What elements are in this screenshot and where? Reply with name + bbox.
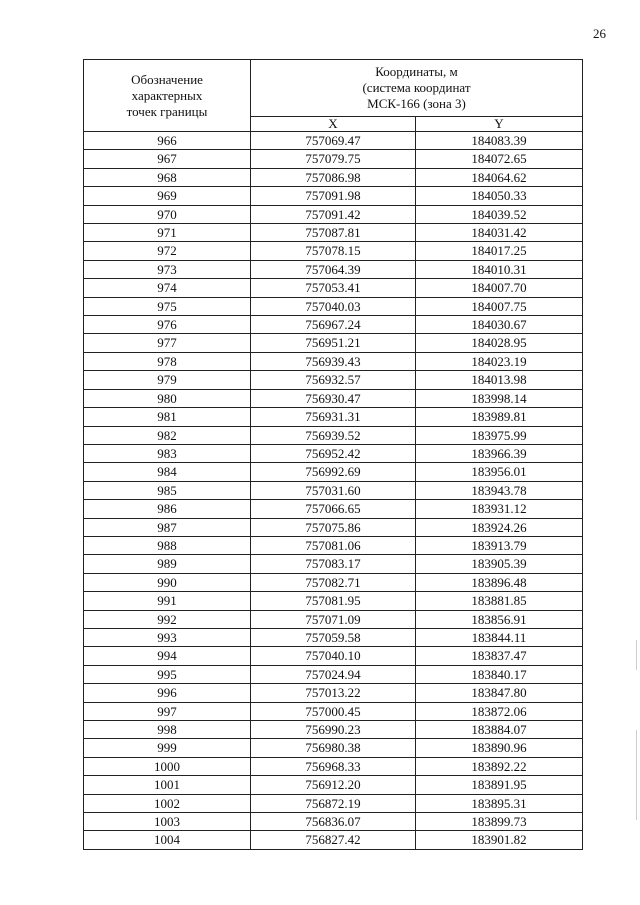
y-coordinate-cell: 184039.52 [416, 205, 583, 223]
coords-header-line: Координаты, м [375, 64, 458, 79]
point-number-cell: 989 [84, 555, 251, 573]
point-number-cell: 967 [84, 150, 251, 168]
x-coordinate-cell: 757071.09 [251, 610, 416, 628]
point-number-cell: 972 [84, 242, 251, 260]
x-coordinate-cell: 757075.86 [251, 518, 416, 536]
point-number-cell: 1003 [84, 813, 251, 831]
y-coordinate-cell: 183891.95 [416, 776, 583, 794]
y-coordinate-cell: 183924.26 [416, 518, 583, 536]
table-row [84, 187, 583, 205]
table-row [84, 224, 583, 242]
x-coordinate-cell: 757040.03 [251, 297, 416, 315]
y-coordinate-cell: 184028.95 [416, 334, 583, 352]
table-row [84, 168, 583, 186]
table-row [84, 481, 583, 499]
point-number-cell: 969 [84, 187, 251, 205]
point-number-cell: 997 [84, 702, 251, 720]
table-row [84, 518, 583, 536]
y-coordinate-cell: 183975.99 [416, 426, 583, 444]
table-row [84, 555, 583, 573]
point-number-cell: 978 [84, 352, 251, 370]
x-coordinate-cell: 756912.20 [251, 776, 416, 794]
table-row [84, 721, 583, 739]
y-coordinate-cell: 183872.06 [416, 702, 583, 720]
y-coordinate-cell: 184030.67 [416, 316, 583, 334]
table-row [84, 426, 583, 444]
y-coordinate-cell: 183899.73 [416, 813, 583, 831]
x-coordinate-cell: 757069.47 [251, 132, 416, 150]
x-coordinate-cell: 757066.65 [251, 500, 416, 518]
point-number-cell: 992 [84, 610, 251, 628]
y-coordinate-cell: 184007.70 [416, 279, 583, 297]
x-coordinate-cell: 757091.42 [251, 205, 416, 223]
y-coordinate-cell: 184010.31 [416, 260, 583, 278]
y-column-header: Y [416, 117, 583, 132]
coords-header-line: МСК-166 (зона 3) [367, 96, 466, 111]
y-coordinate-cell: 183881.85 [416, 592, 583, 610]
x-coordinate-cell: 756931.31 [251, 408, 416, 426]
y-coordinate-cell: 184050.33 [416, 187, 583, 205]
y-coordinate-cell: 183998.14 [416, 389, 583, 407]
point-number-cell: 991 [84, 592, 251, 610]
point-number-cell: 977 [84, 334, 251, 352]
point-number-cell: 970 [84, 205, 251, 223]
x-coordinate-cell: 756930.47 [251, 389, 416, 407]
x-coordinate-cell: 757082.71 [251, 573, 416, 591]
table-row [84, 444, 583, 462]
x-coordinate-cell: 756952.42 [251, 444, 416, 462]
table-row [84, 665, 583, 683]
point-header-line: характерных [131, 87, 203, 103]
point-number-cell: 981 [84, 408, 251, 426]
y-coordinate-cell: 183840.17 [416, 665, 583, 683]
y-coordinate-cell: 184064.62 [416, 168, 583, 186]
table-row [84, 831, 583, 849]
y-coordinate-cell: 183837.47 [416, 647, 583, 665]
point-number-cell: 966 [84, 132, 251, 150]
x-column-header: X [251, 117, 416, 132]
point-number-cell: 999 [84, 739, 251, 757]
point-number-cell: 980 [84, 389, 251, 407]
point-designation-header [84, 60, 251, 132]
table-row [84, 389, 583, 407]
table-row [84, 316, 583, 334]
table-row [84, 205, 583, 223]
y-coordinate-cell: 184031.42 [416, 224, 583, 242]
y-coordinate-cell: 183905.39 [416, 555, 583, 573]
table-row [84, 794, 583, 812]
x-coordinate-cell: 756992.69 [251, 463, 416, 481]
table-row [84, 647, 583, 665]
x-coordinate-cell: 756990.23 [251, 721, 416, 739]
y-coordinate-cell: 183989.81 [416, 408, 583, 426]
point-number-cell: 996 [84, 684, 251, 702]
y-coordinate-cell: 183896.48 [416, 573, 583, 591]
x-coordinate-cell: 757083.17 [251, 555, 416, 573]
margin-mark [636, 640, 637, 670]
point-number-cell: 975 [84, 297, 251, 315]
x-coordinate-cell: 756827.42 [251, 831, 416, 849]
coordinates-table [83, 59, 583, 850]
point-number-cell: 986 [84, 500, 251, 518]
y-coordinate-cell: 183892.22 [416, 757, 583, 775]
table-row [84, 334, 583, 352]
table-row [84, 628, 583, 646]
table-row [84, 813, 583, 831]
x-coordinate-cell: 757078.15 [251, 242, 416, 260]
margin-mark [636, 730, 637, 820]
y-coordinate-cell: 183844.11 [416, 628, 583, 646]
table-row [84, 536, 583, 554]
point-number-cell: 984 [84, 463, 251, 481]
table-row [84, 757, 583, 775]
point-number-cell: 976 [84, 316, 251, 334]
point-number-cell: 987 [84, 518, 251, 536]
point-number-cell: 995 [84, 665, 251, 683]
x-coordinate-cell: 757040.10 [251, 647, 416, 665]
coordinates-header [251, 60, 583, 117]
y-coordinate-cell: 183966.39 [416, 444, 583, 462]
point-number-cell: 990 [84, 573, 251, 591]
table-row [84, 573, 583, 591]
y-coordinate-cell: 183884.07 [416, 721, 583, 739]
table-header [84, 60, 583, 132]
point-number-cell: 971 [84, 224, 251, 242]
point-number-cell: 993 [84, 628, 251, 646]
header-row [84, 60, 583, 117]
point-number-cell: 968 [84, 168, 251, 186]
table-row [84, 279, 583, 297]
y-coordinate-cell: 183890.96 [416, 739, 583, 757]
y-coordinate-cell: 184072.65 [416, 150, 583, 168]
table-row [84, 260, 583, 278]
point-header-line: Обозначение [131, 71, 203, 87]
x-coordinate-cell: 756872.19 [251, 794, 416, 812]
point-number-cell: 979 [84, 371, 251, 389]
table-row [84, 592, 583, 610]
point-number-cell: 1004 [84, 831, 251, 849]
x-coordinate-cell: 756968.33 [251, 757, 416, 775]
x-coordinate-cell: 757081.95 [251, 592, 416, 610]
point-number-cell: 974 [84, 279, 251, 297]
point-number-cell: 998 [84, 721, 251, 739]
x-coordinate-cell: 757087.81 [251, 224, 416, 242]
table-row [84, 408, 583, 426]
table-row [84, 297, 583, 315]
point-number-cell: 973 [84, 260, 251, 278]
x-coordinate-cell: 757000.45 [251, 702, 416, 720]
y-coordinate-cell: 184017.25 [416, 242, 583, 260]
y-coordinate-cell: 184083.39 [416, 132, 583, 150]
y-coordinate-cell: 183895.31 [416, 794, 583, 812]
x-coordinate-cell: 756980.38 [251, 739, 416, 757]
y-coordinate-cell: 183847.80 [416, 684, 583, 702]
x-coordinate-cell: 756939.43 [251, 352, 416, 370]
x-coordinate-cell: 757013.22 [251, 684, 416, 702]
table-row [84, 776, 583, 794]
x-coordinate-cell: 756967.24 [251, 316, 416, 334]
page-number: 26 [593, 26, 606, 41]
table-row [84, 463, 583, 481]
table-row [84, 610, 583, 628]
y-coordinate-cell: 183943.78 [416, 481, 583, 499]
point-number-cell: 1000 [84, 757, 251, 775]
table-row [84, 132, 583, 150]
x-coordinate-cell: 757059.58 [251, 628, 416, 646]
point-number-cell: 982 [84, 426, 251, 444]
x-coordinate-cell: 757064.39 [251, 260, 416, 278]
x-coordinate-cell: 757086.98 [251, 168, 416, 186]
table-row [84, 739, 583, 757]
point-header-line: точек границы [126, 103, 208, 119]
y-coordinate-cell: 184023.19 [416, 352, 583, 370]
y-coordinate-cell: 183956.01 [416, 463, 583, 481]
y-coordinate-cell: 183901.82 [416, 831, 583, 849]
x-coordinate-cell: 756836.07 [251, 813, 416, 831]
y-coordinate-cell: 183913.79 [416, 536, 583, 554]
x-coordinate-cell: 757024.94 [251, 665, 416, 683]
point-number-cell: 994 [84, 647, 251, 665]
point-number-cell: 988 [84, 536, 251, 554]
point-number-cell: 1002 [84, 794, 251, 812]
coords-header-line: (система координат [362, 80, 471, 95]
x-coordinate-cell: 756939.52 [251, 426, 416, 444]
x-coordinate-cell: 756951.21 [251, 334, 416, 352]
x-coordinate-cell: 757031.60 [251, 481, 416, 499]
table-row [84, 702, 583, 720]
x-coordinate-cell: 757081.06 [251, 536, 416, 554]
table-row [84, 371, 583, 389]
table-row [84, 352, 583, 370]
point-number-cell: 1001 [84, 776, 251, 794]
x-coordinate-cell: 757079.75 [251, 150, 416, 168]
table-row [84, 684, 583, 702]
point-number-cell: 983 [84, 444, 251, 462]
y-coordinate-cell: 183931.12 [416, 500, 583, 518]
y-coordinate-cell: 184013.98 [416, 371, 583, 389]
table-row [84, 500, 583, 518]
y-coordinate-cell: 184007.75 [416, 297, 583, 315]
point-number-cell: 985 [84, 481, 251, 499]
table-row [84, 150, 583, 168]
x-coordinate-cell: 757053.41 [251, 279, 416, 297]
x-coordinate-cell: 756932.57 [251, 371, 416, 389]
table-row [84, 242, 583, 260]
y-coordinate-cell: 183856.91 [416, 610, 583, 628]
table-body [84, 132, 583, 850]
x-coordinate-cell: 757091.98 [251, 187, 416, 205]
